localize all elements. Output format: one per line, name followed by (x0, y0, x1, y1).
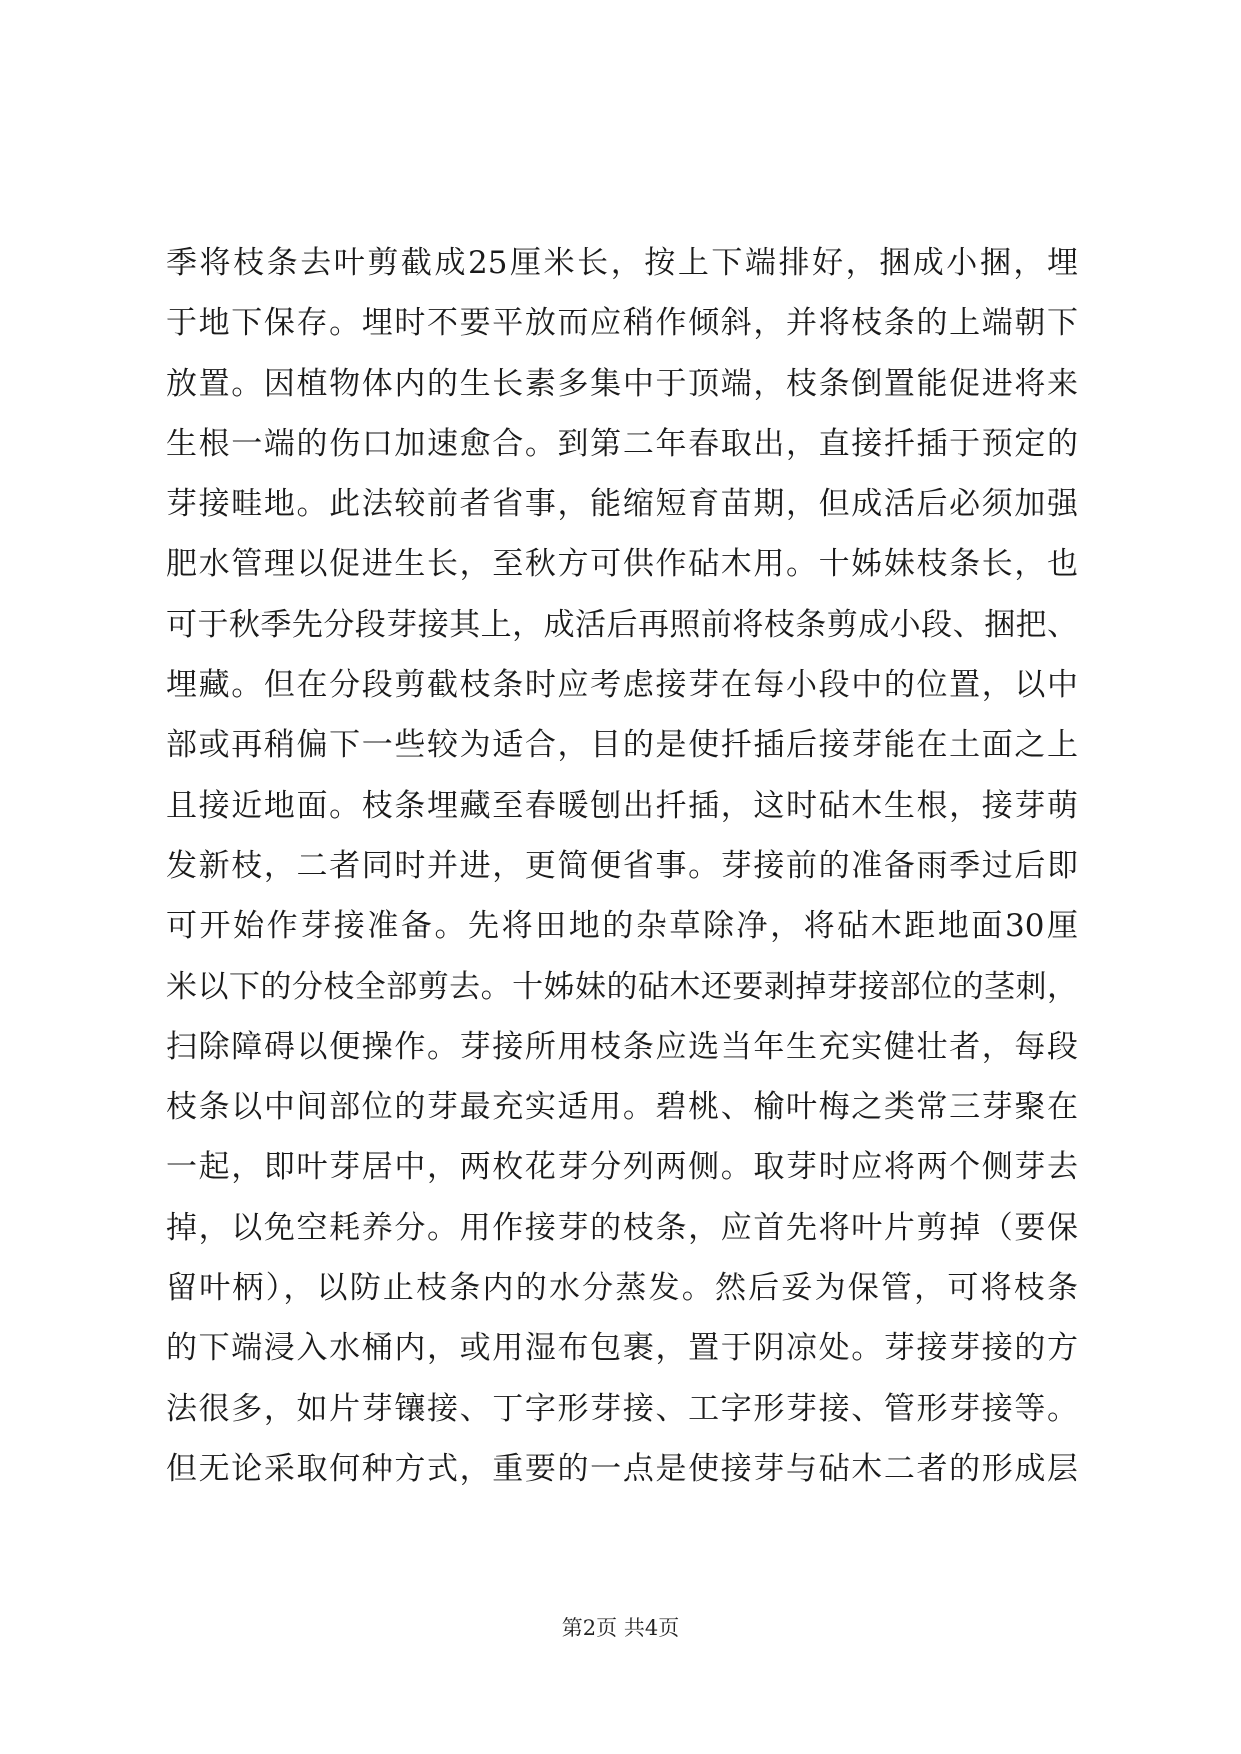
text-line: 掉，以免空耗养分。用作接芽的枝条，应首先将叶片剪掉（要保 (166, 1209, 1078, 1246)
text-line: 扫除障碍以便操作。芽接所用枝条应选当年生充实健壮者，每段 (166, 1028, 1078, 1065)
text-line: 埋藏。但在分段剪截枝条时应考虑接芽在每小段中的位置，以中 (166, 667, 1078, 704)
text-line: 生根一端的伤口加速愈合。到第二年春取出，直接扦插于预定的 (166, 425, 1078, 462)
text-line: 发新枝，二者同时并进，更简便省事。芽接前的准备雨季过后即 (166, 847, 1078, 884)
text-line: 的下端浸入水桶内，或用湿布包裹，置于阴凉处。芽接芽接的方 (166, 1330, 1078, 1367)
body-text (166, 233, 1078, 1499)
text-line: 部或再稍偏下一些较为适合，目的是使扦插后接芽能在土面之上 (166, 727, 1078, 764)
text-line: 一起，即叶芽居中，两枚花芽分列两侧。取芽时应将两个侧芽去 (166, 1149, 1078, 1186)
text-line: 且接近地面。枝条埋藏至春暖刨出扦插，这时砧木生根，接芽萌 (166, 787, 1078, 824)
text-line: 肥水管理以促进生长，至秋方可供作砧木用。十姊妹枝条长，也 (166, 546, 1078, 583)
text-line: 可开始作芽接准备。先将田地的杂草除净，将砧木距地面30厘 (166, 908, 1078, 945)
text-line: 芽接畦地。此法较前者省事，能缩短育苗期，但成活后必须加强 (166, 486, 1078, 523)
text-line: 但无论采取何种方式，重要的一点是使接芽与砧木二者的形成层 (166, 1450, 1078, 1487)
text-line: 米以下的分枝全部剪去。十姊妹的砧木还要剥掉芽接部位的茎刺， (166, 968, 1078, 1005)
page-footer: 第2页 共4页 (561, 1616, 680, 1640)
text-line: 留叶柄），以防止枝条内的水分蒸发。然后妥为保管，可将枝条 (166, 1270, 1078, 1307)
text-line: 枝条以中间部位的芽最充实适用。碧桃、榆叶梅之类常三芽聚在 (166, 1089, 1078, 1126)
text-line: 放置。因植物体内的生长素多集中于顶端，枝条倒置能促进将来 (166, 365, 1078, 402)
text-line: 于地下保存。埋时不要平放而应稍作倾斜，并将枝条的上端朝下 (166, 305, 1078, 342)
text-line: 可于秋季先分段芽接其上，成活后再照前将枝条剪成小段、捆把、 (166, 606, 1078, 643)
text-line: 季将枝条去叶剪截成25厘米长，按上下端排好，捆成小捆，埋 (166, 245, 1078, 281)
text-line: 法很多，如片芽镶接、丁字形芽接、工字形芽接、管形芽接等。 (166, 1390, 1078, 1427)
